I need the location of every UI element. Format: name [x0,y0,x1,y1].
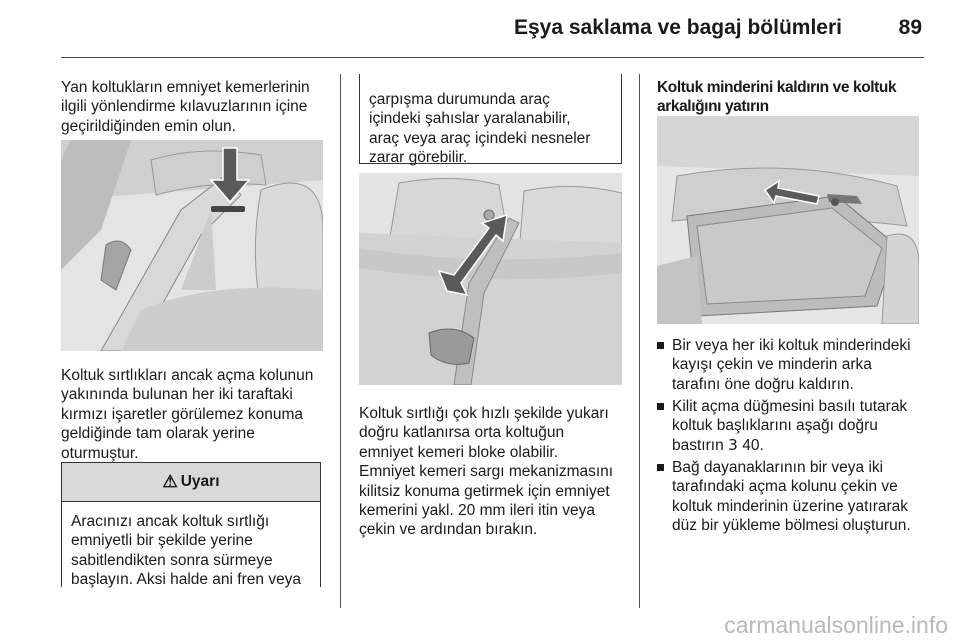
page-header-title: Eşya saklama ve bagaj bölümleri [513,16,842,39]
seatback-speed-paragraph: Koltuk sırtlığı çok hızlı şekilde yukarı doğru katlanırsa orta koltuğun emniyet kemeri bloke olabilir. Emniyet kemeri sargı mekanizmasını kilitsiz konuma getirmek için emniyet kemerini yakl. 20 mm ileri itin veya çekin ve ardından bırakın. [359,405,614,539]
arrow-reference-icon: 3 [728,435,738,454]
warning-continuation: çarpışma durumunda araç içindeki şahıslar yaralanabilir, araç veya araç içindeki nesneler zarar görebilir. [359,74,622,164]
bullet-text: Bağ dayanaklarının bir veya iki tarafındaki açma kolunu çekin ve koltuk minderinin üzerine yatırarak düz bir yükleme bölmesi oluşturun. [672,459,911,535]
bullet-text: Kilit açma düğmesini basılı tutarak koltuk başlıklarını aşağı doğru bastırın 3 40. [672,398,908,454]
section-heading: Koltuk minderini kaldırın ve koltuk arkalığını yatırın [657,79,897,115]
seatbelt-guide-photo [61,140,323,351]
instruction-bullet-1 [657,336,927,394]
warning-title: Uyarı [180,473,220,490]
watermark-text: carmanualsonline.info [724,612,948,638]
instruction-bullet-3 [657,458,927,536]
bullet-marker [657,342,664,349]
warning-header [62,463,320,502]
seatback-paragraph: Koltuk sırtlıkları ancak açma kolunun yakınında bulunan her iki taraftaki kırmızı işaretler görülemez konuma geldiğinde tam olarak yerine oturmuştur. [61,367,314,462]
page-number: 89 [898,16,922,39]
instruction-bullet-2 [657,397,927,455]
bullet-marker [657,403,664,410]
warning-triangle-icon: ⚠ [162,472,178,491]
warning-text: Aracınızı ancak koltuk sırtlığı emniyetli bir şekilde yerine sabitlendikten sonra sürmeye başlayın. Aksi halde ani fren veya [71,513,302,589]
bullet-marker [657,464,664,471]
intro-paragraph: Yan koltukların emniyet kemerlerinin ilgili yönlendirme kılavuzlarının içine geçirildiğinden emin olun. [61,79,310,135]
column-divider-2 [639,74,640,608]
page-reference-link[interactable]: 40 [742,436,760,454]
column-divider-1 [340,74,341,608]
bullet-text: Bir veya her iki koltuk minderindeki kayışı çekin ve minderin arka tarafını öne doğru kaldırın. [672,337,911,393]
warning-box [61,462,321,587]
header-divider [61,57,924,58]
seat-cushion-photo [657,116,919,324]
seatback-fold-photo [359,173,622,385]
